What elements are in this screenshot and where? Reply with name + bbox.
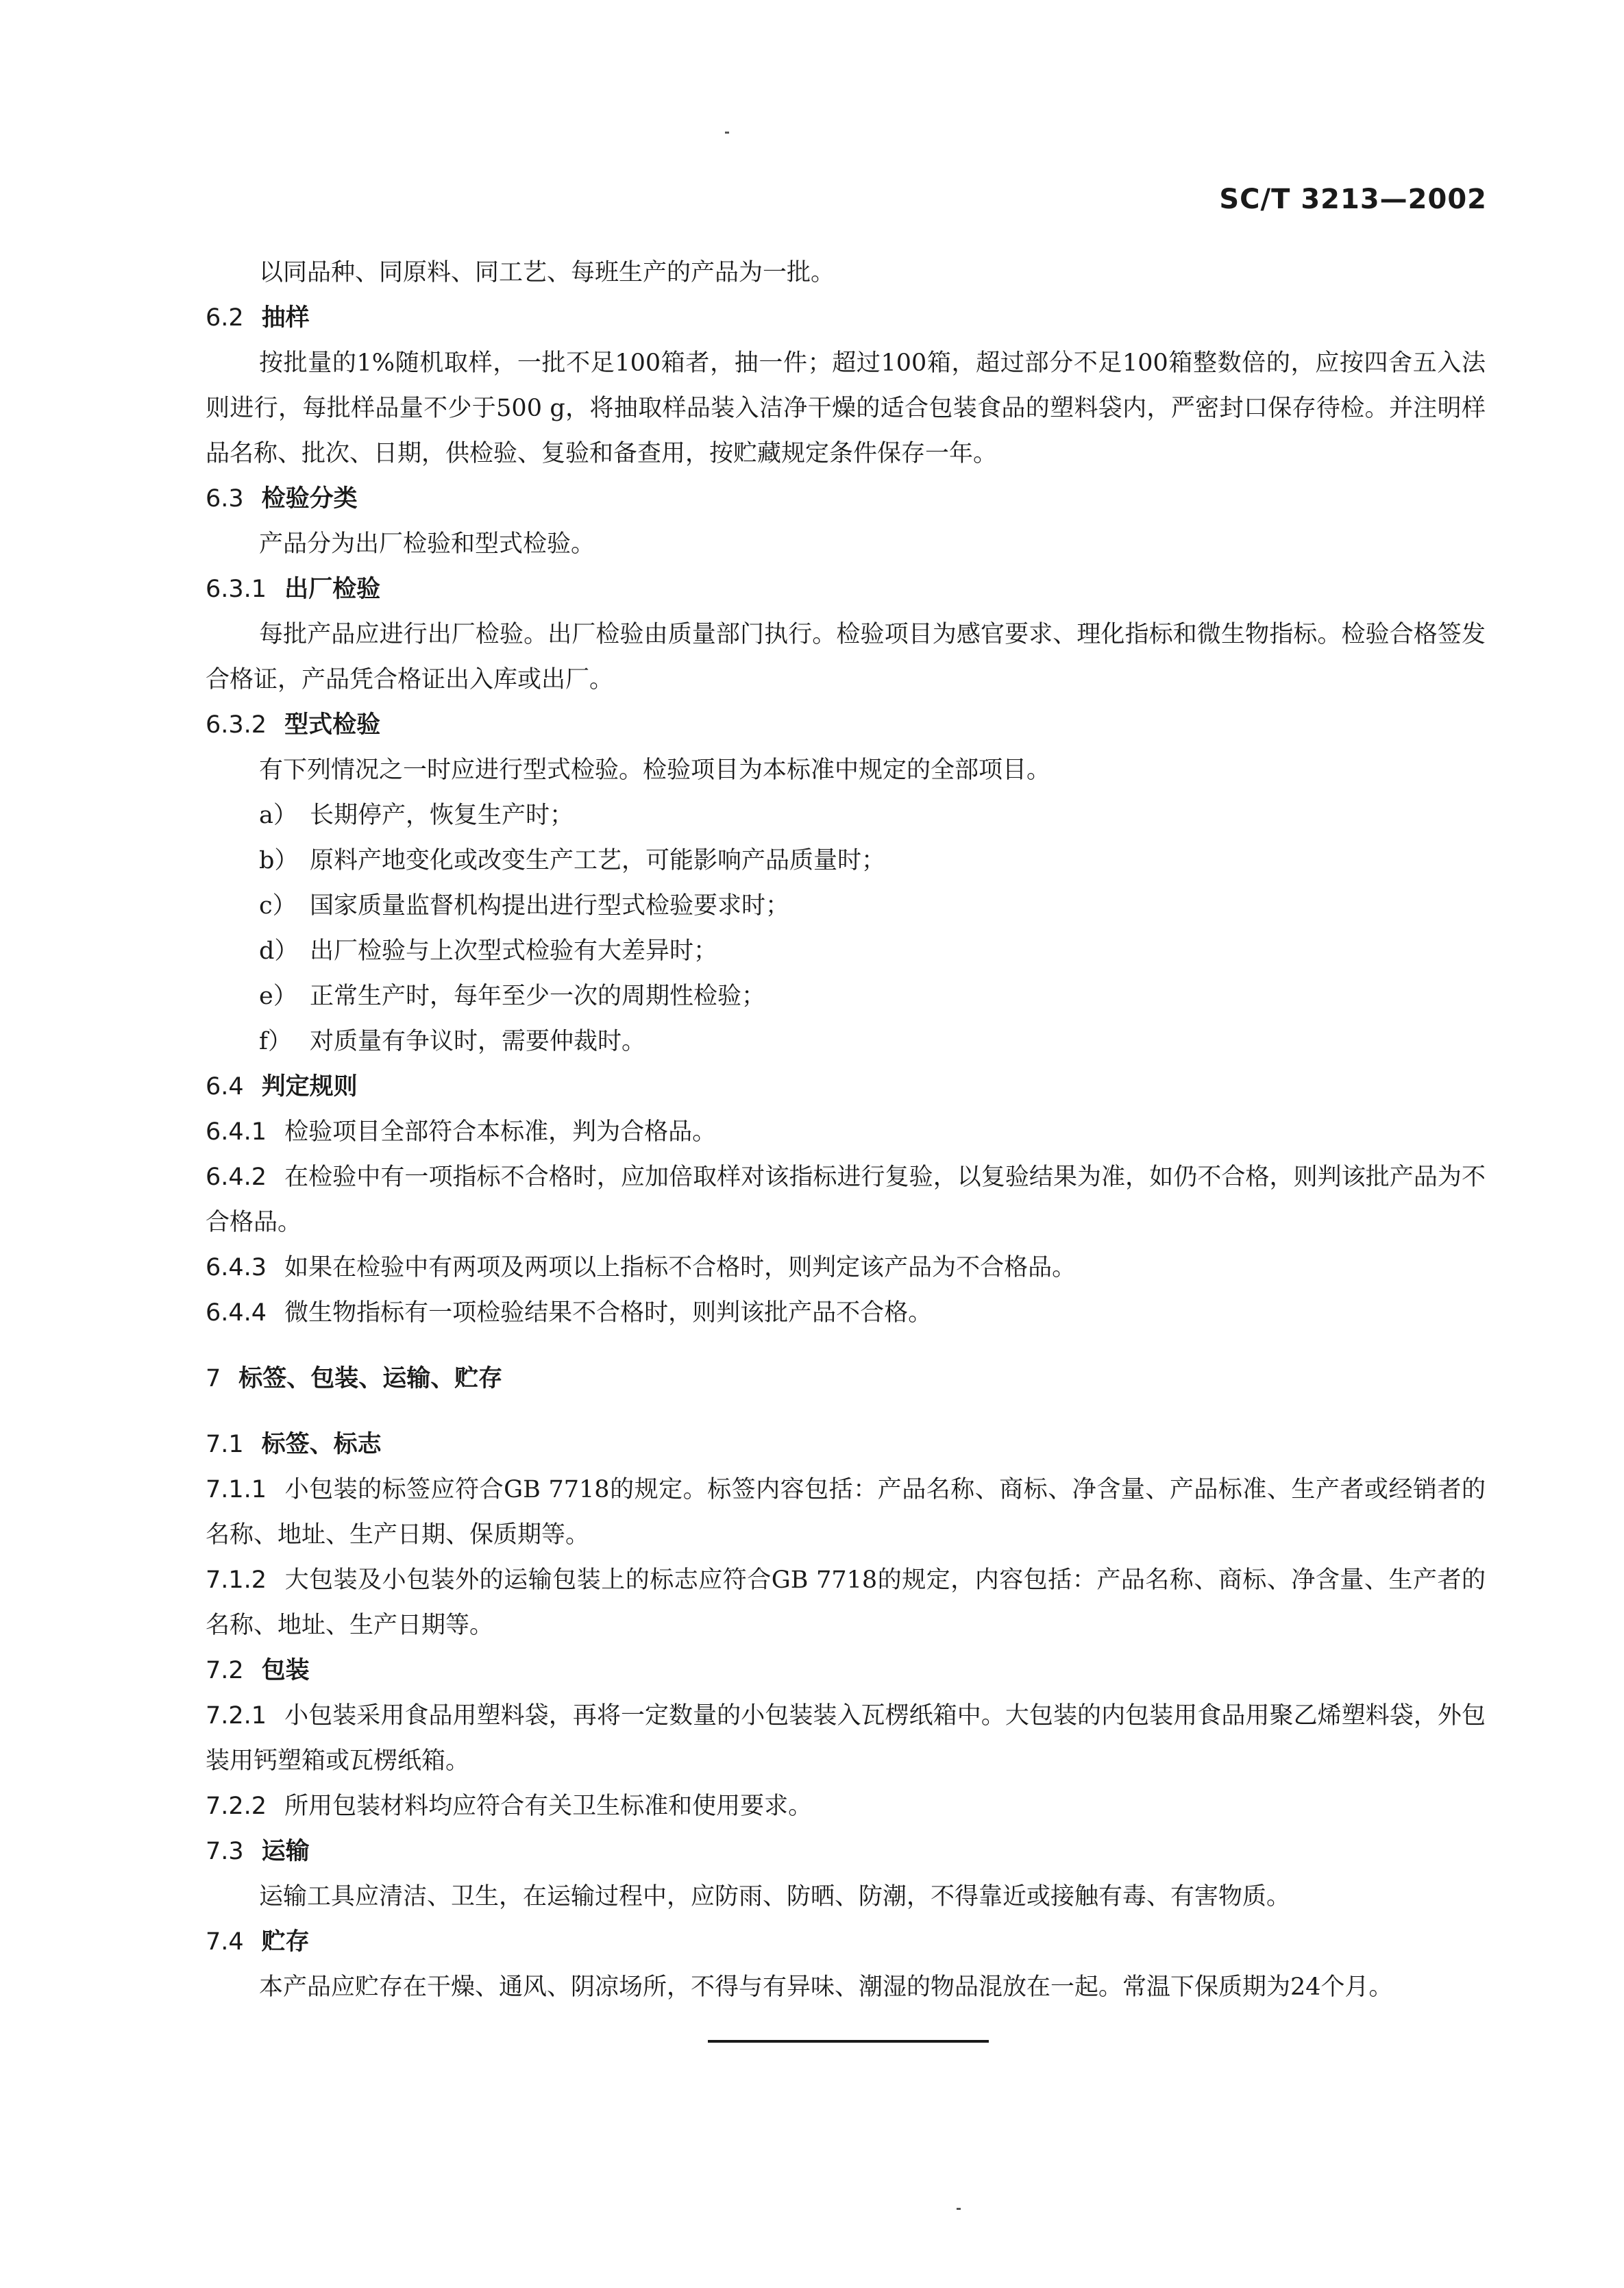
list-marker: f）	[259, 1028, 292, 1055]
section-number: 6.4	[206, 1073, 244, 1100]
list-marker: a）	[259, 802, 297, 829]
clause	[206, 1245, 1486, 1290]
paragraph: 有下列情况之一时应进行型式检验。检验项目为本标准中规定的全部项目。	[259, 756, 1051, 784]
list-marker: c）	[259, 892, 297, 920]
section-heading	[206, 1829, 1486, 1874]
section-number: 7.2	[206, 1657, 244, 1684]
section-title: 判定规则	[261, 1073, 358, 1100]
list-marker: e）	[259, 983, 297, 1010]
list-item	[206, 974, 1486, 1019]
section-heading	[206, 567, 1486, 612]
clause	[206, 1558, 1486, 1648]
section-title: 标签、标志	[261, 1431, 382, 1458]
document-body	[206, 250, 1486, 2010]
section-number: 6.3.1	[206, 576, 267, 603]
section-title: 贮存	[261, 1928, 310, 1956]
list-text: 原料产地变化或改变生产工艺，可能影响产品质量时；	[310, 847, 886, 874]
clause	[206, 1155, 1486, 1245]
list-item	[206, 838, 1486, 883]
list-marker: d）	[259, 937, 299, 965]
section-number: 6.3.2	[206, 711, 267, 739]
paragraph: 产品分为出厂检验和型式检验。	[259, 530, 595, 558]
clause-text: 小包装采用食品用塑料袋，再将一定数量的小包装装入瓦楞纸箱中。大包装的内包装用食品用聚乙烯塑料袋，外包装用钙塑箱或瓦楞纸箱。	[206, 1702, 1486, 1775]
section-title: 型式检验	[284, 711, 381, 739]
section-title: 标签、包装、运输、贮存	[238, 1365, 503, 1392]
clause-number: 7.2.2	[206, 1793, 267, 1820]
clause	[206, 1467, 1486, 1558]
section-title: 出厂检验	[284, 576, 381, 603]
section-title: 运输	[261, 1838, 310, 1865]
list-item	[206, 793, 1486, 838]
clause-number: 7.2.1	[206, 1702, 267, 1730]
section-heading	[206, 1648, 1486, 1693]
clause	[206, 1109, 1486, 1155]
section-number: 7	[206, 1365, 221, 1392]
list-text: 正常生产时，每年至少一次的周期性检验；	[310, 983, 766, 1010]
clause-text: 检验项目全部符合本标准，判为合格品。	[284, 1118, 717, 1146]
chapter-heading	[206, 1356, 1486, 1401]
list-text: 出厂检验与上次型式检验有大差异时；	[310, 937, 718, 965]
section-number: 7.4	[206, 1928, 244, 1956]
section-title: 抽样	[261, 304, 310, 332]
standard-code: SC/T 3213—2002	[1219, 184, 1487, 215]
section-number: 7.3	[206, 1838, 244, 1865]
scan-speck	[725, 132, 729, 134]
clause-text: 如果在检验中有两项及两项以上指标不合格时，则判定该产品为不合格品。	[284, 1254, 1076, 1281]
section-title: 包装	[261, 1657, 310, 1684]
section-heading	[206, 702, 1486, 748]
list-text: 长期停产，恢复生产时；	[310, 802, 574, 829]
clause-number: 7.1.2	[206, 1566, 267, 1594]
clause-number: 6.4.3	[206, 1254, 267, 1281]
list-text: 对质量有争议时，需要仲裁时。	[310, 1028, 646, 1055]
section-heading	[206, 1064, 1486, 1109]
paragraph: 以同品种、同原料、同工艺、每班生产的产品为一批。	[259, 259, 835, 286]
paragraph: 运输工具应清洁、卫生，在运输过程中，应防雨、防晒、防潮，不得靠近或接触有毒、有害物质。	[259, 1883, 1291, 1910]
clause-number: 6.4.2	[206, 1164, 267, 1191]
list-item	[206, 928, 1486, 974]
paragraph: 本产品应贮存在干燥、通风、阴凉场所，不得与有异味、潮湿的物品混放在一起。常温下保质期为24个月。	[259, 1973, 1393, 2001]
section-heading	[206, 295, 1486, 341]
list-item	[206, 883, 1486, 928]
scan-speck	[957, 2208, 961, 2210]
section-title: 检验分类	[261, 485, 358, 513]
section-heading	[206, 1422, 1486, 1467]
clause-number: 6.4.4	[206, 1299, 267, 1327]
list-item	[206, 1019, 1486, 1064]
clause-number: 7.1.1	[206, 1476, 267, 1503]
end-rule	[708, 2040, 989, 2043]
section-heading	[206, 1919, 1486, 1965]
paragraph: 按批量的1%随机取样，一批不足100箱者，抽一件；超过100箱，超过部分不足100箱整数倍的，应按四舍五入法则进行，每批样品量不少于500 g，将抽取样品装入洁净干燥的适合包装食品的塑料袋内，严密封口保存待检。并注明样品名称、批次、日期，供检验、复验和备查用，按贮藏规定条件保存一年。	[206, 349, 1486, 467]
clause	[206, 1693, 1486, 1784]
clause	[206, 1290, 1486, 1336]
clause-text: 小包装的标签应符合GB 7718的规定。标签内容包括：产品名称、商标、净含量、产品标准、生产者或经销者的名称、地址、生产日期、保质期等。	[206, 1476, 1486, 1549]
list-marker: b）	[259, 847, 299, 874]
clause-text: 微生物指标有一项检验结果不合格时，则判该批产品不合格。	[284, 1299, 933, 1327]
clause-text: 在检验中有一项指标不合格时，应加倍取样对该指标进行复验，以复验结果为准，如仍不合格，则判该批产品为不合格品。	[206, 1164, 1486, 1236]
list-text: 国家质量监督机构提出进行型式检验要求时；	[310, 892, 790, 920]
section-heading	[206, 476, 1486, 521]
section-number: 6.3	[206, 485, 244, 513]
clause-text: 所用包装材料均应符合有关卫生标准和使用要求。	[284, 1793, 813, 1820]
clause-text: 大包装及小包装外的运输包装上的标志应符合GB 7718的规定，内容包括：产品名称、商标、净含量、生产者的名称、地址、生产日期等。	[206, 1566, 1486, 1639]
clause	[206, 1784, 1486, 1829]
paragraph: 每批产品应进行出厂检验。出厂检验由质量部门执行。检验项目为感官要求、理化指标和微生物指标。检验合格签发合格证，产品凭合格证出入库或出厂。	[206, 621, 1486, 693]
section-number: 6.2	[206, 304, 244, 332]
clause-number: 6.4.1	[206, 1118, 267, 1146]
section-number: 7.1	[206, 1431, 244, 1458]
